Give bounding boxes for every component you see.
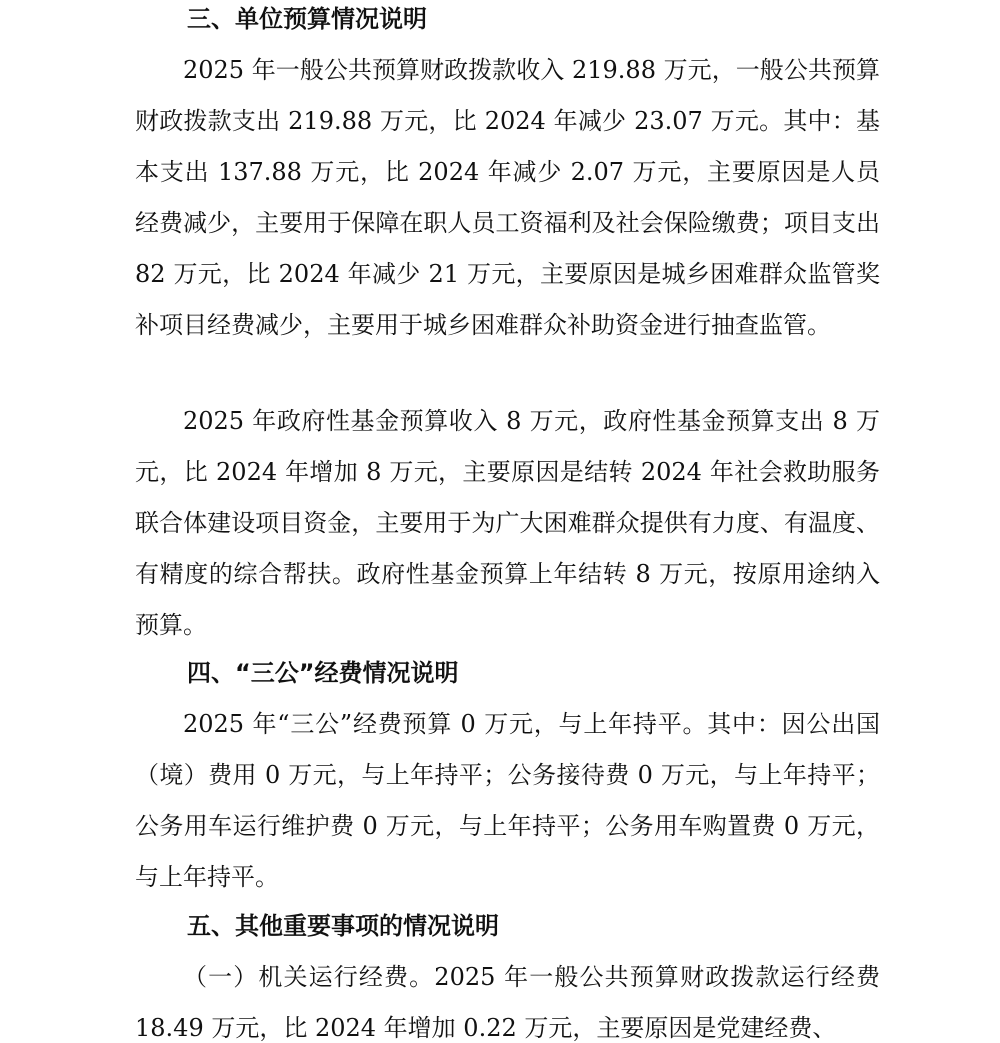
section-heading-budget: 三、单位预算情况说明 (187, 5, 427, 33)
paragraph-three-public-expenses: 2025 年“三公”经费预算 0 万元，与上年持平。其中：因公出国（境）费用 0 万元，与上年持平；公务接待费 0 万元，与上年持平；公务用车运行维护费 0 万元，与上年持平；公务用车购置费 0 万元，与上年持平。 (135, 710, 880, 891)
paragraph-fund-budget: 2025 年政府性基金预算收入 8 万元，政府性基金预算支出 8 万元，比 2024 年增加 8 万元，主要原因是结转 2024 年社会救助服务联合体建设项目资金，主要用于为广大困难群众提供有力度、有温度、有精度的综合帮扶。政府性基金预算上年结转 8 万元，按原用途纳入预算。 (135, 407, 880, 639)
paragraph-operating-expenses: （一）机关运行经费。2025 年一般公共预算财政拨款运行经费 18.49 万元，比 2024 年增加 0.22 万元，主要原因是党建经费、 (135, 963, 880, 1042)
section-heading-other-matters: 五、其他重要事项的情况说明 (187, 912, 499, 940)
section-heading-three-public: 四、“三公”经费情况说明 (187, 659, 459, 687)
paragraph-general-budget: 2025 年一般公共预算财政拨款收入 219.88 万元，一般公共预算财政拨款支出 219.88 万元，比 2024 年减少 23.07 万元。其中：基本支出 137.88 万元，比 2024 年减少 2.07 万元，主要原因是人员经费减少，主要用于保障在职人员工资福利及社会保险缴费；项目支出 82 万元，比 2024 年减少 21 万元，主要原因是城乡困难群众监管奖补项目经费减少，主要用于城乡困难群众补助资金进行抽查监管。 (135, 56, 880, 339)
